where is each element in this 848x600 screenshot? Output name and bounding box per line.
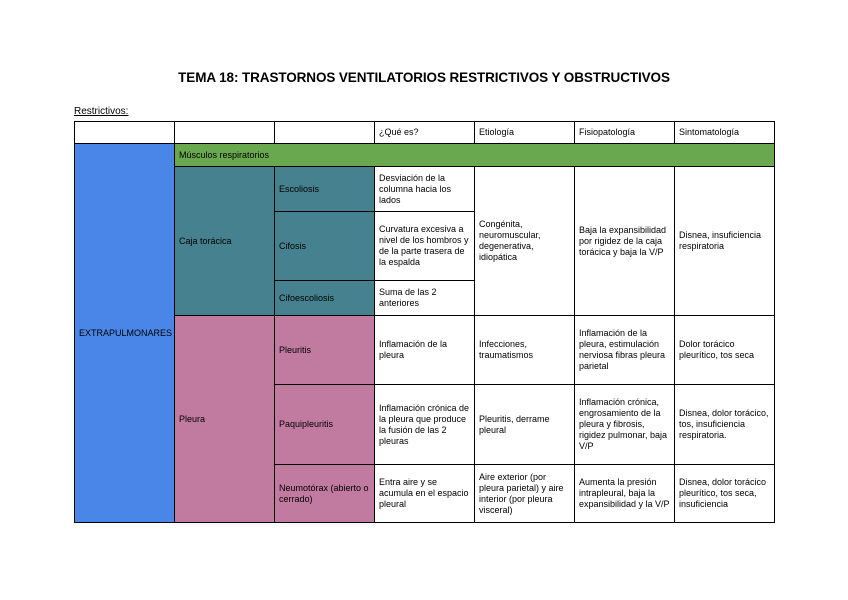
que-es-cell: Desviación de la columna hacia los lados bbox=[375, 167, 475, 212]
header-que-es: ¿Qué es? bbox=[375, 122, 475, 144]
fisiopatologia-cell: Inflamación crónica, engrosamiento de la pleura y fibrosis, rigidez pulmonar, baja V/P bbox=[575, 385, 675, 465]
restrictivos-table bbox=[74, 121, 775, 523]
header-cell bbox=[175, 122, 275, 144]
section-subtitle: Restrictivos: bbox=[74, 106, 129, 117]
header-cell bbox=[275, 122, 375, 144]
header-row bbox=[75, 122, 775, 144]
header-cell bbox=[75, 122, 175, 144]
header-sintomatologia: Sintomatología bbox=[675, 122, 775, 144]
fisiopatologia-cell: Inflamación de la pleura, estimulación nerviosa fibras pleura parietal bbox=[575, 316, 675, 385]
que-es-cell: Inflamación crónica de la pleura que produce la fusión de las 2 pleuras bbox=[375, 385, 475, 465]
table-row bbox=[75, 167, 775, 212]
condition-paquipleuritis: Paquipleuritis bbox=[275, 385, 375, 465]
table-row bbox=[75, 144, 775, 167]
header-fisiopatologia: Fisiopatología bbox=[575, 122, 675, 144]
sintomatologia-cell: Disnea, dolor torácico, tos, insuficiencia respiratoria. bbox=[675, 385, 775, 465]
condition-escoliosis: Escoliosis bbox=[275, 167, 375, 212]
que-es-cell: Curvatura excesiva a nivel de los hombros y de la parte trasera de la espalda bbox=[375, 212, 475, 281]
condition-cifosis: Cifosis bbox=[275, 212, 375, 281]
fisiopatologia-cell: Aumenta la presión intrapleural, baja la expansibilidad y la V/P bbox=[575, 465, 675, 523]
sintomatologia-cell: Disnea, dolor torácico pleurítico, tos seca, insuficiencia bbox=[675, 465, 775, 523]
condition-pleuritis: Pleuritis bbox=[275, 316, 375, 385]
que-es-cell: Entra aire y se acumula en el espacio pleural bbox=[375, 465, 475, 523]
etiologia-cell: Infecciones, traumatismos bbox=[475, 316, 575, 385]
sintomatologia-cell: Disnea, insuficiencia respiratoria bbox=[675, 167, 775, 316]
page-title: TEMA 18: TRASTORNOS VENTILATORIOS RESTRICTIVOS Y OBSTRUCTIVOS bbox=[178, 70, 670, 85]
etiologia-cell: Pleuritis, derrame pleural bbox=[475, 385, 575, 465]
que-es-cell: Inflamación de la pleura bbox=[375, 316, 475, 385]
etiologia-cell: Congénita, neuromuscular, degenerativa, idiopática bbox=[475, 167, 575, 316]
etiologia-cell: Aire exterior (por pleura parietal) y aire interior (por pleura visceral) bbox=[475, 465, 575, 523]
group-extrapulmonares: EXTRAPULMONARES bbox=[75, 144, 175, 523]
table-row bbox=[75, 316, 775, 385]
category-pleura: Pleura bbox=[175, 316, 275, 523]
sintomatologia-cell: Dolor torácico pleurítico, tos seca bbox=[675, 316, 775, 385]
header-etiologia: Etiología bbox=[475, 122, 575, 144]
fisiopatologia-cell: Baja la expansibilidad por rigidez de la caja torácica y baja la V/P bbox=[575, 167, 675, 316]
category-caja-toracica: Caja torácica bbox=[175, 167, 275, 316]
condition-cifoescoliosis: Cifoescoliosis bbox=[275, 281, 375, 316]
section-musculos-respiratorios: Músculos respiratorios bbox=[175, 144, 775, 167]
que-es-cell: Suma de las 2 anteriores bbox=[375, 281, 475, 316]
condition-neumotorax: Neumotórax (abierto o cerrado) bbox=[275, 465, 375, 523]
